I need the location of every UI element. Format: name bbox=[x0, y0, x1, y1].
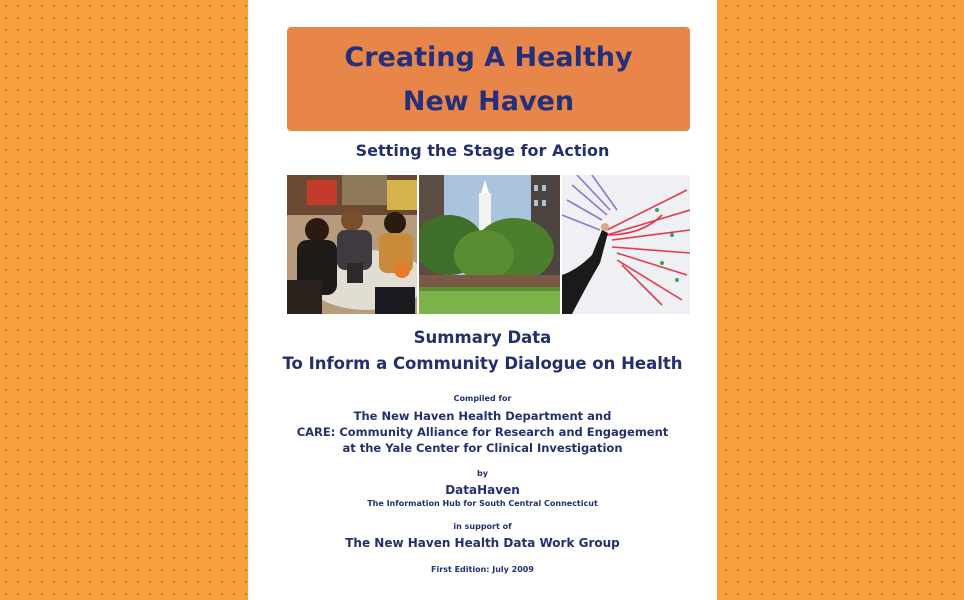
compiled-for-line-2: CARE: Community Alliance for Research and Engagement bbox=[296, 425, 669, 439]
title-line-2: New Haven bbox=[402, 86, 575, 117]
support-org: The New Haven Health Data Work Group bbox=[345, 536, 620, 550]
author-section bbox=[248, 468, 717, 510]
community-meeting-photo bbox=[287, 175, 417, 314]
whiteboard-mindmap-photo bbox=[562, 175, 690, 314]
edition-section bbox=[248, 564, 717, 576]
subtitle: Setting the Stage for Action bbox=[355, 141, 610, 160]
compiled-for-line-1: The New Haven Health Department and bbox=[353, 409, 612, 423]
author-tagline: The Information Hub for South Central Connecticut bbox=[367, 499, 598, 508]
summary-heading bbox=[248, 325, 717, 377]
summary-line-1: Summary Data bbox=[413, 328, 552, 347]
new-haven-green-photo bbox=[419, 175, 560, 314]
photo-strip bbox=[287, 175, 690, 314]
summary-line-2: To Inform a Community Dialogue on Health bbox=[282, 354, 683, 373]
support-section bbox=[248, 521, 717, 551]
author-name: DataHaven bbox=[445, 483, 520, 497]
compiled-for-section bbox=[248, 393, 717, 456]
compiled-for-label: Compiled for bbox=[453, 394, 512, 403]
title-banner bbox=[287, 27, 690, 131]
document-cover bbox=[248, 0, 717, 600]
edition-text: First Edition: July 2009 bbox=[431, 565, 534, 574]
by-label: by bbox=[477, 469, 488, 478]
support-label: in support of bbox=[453, 522, 512, 531]
compiled-for-line-3: at the Yale Center for Clinical Investigation bbox=[342, 441, 623, 455]
title-line-1: Creating A Healthy bbox=[344, 42, 633, 73]
